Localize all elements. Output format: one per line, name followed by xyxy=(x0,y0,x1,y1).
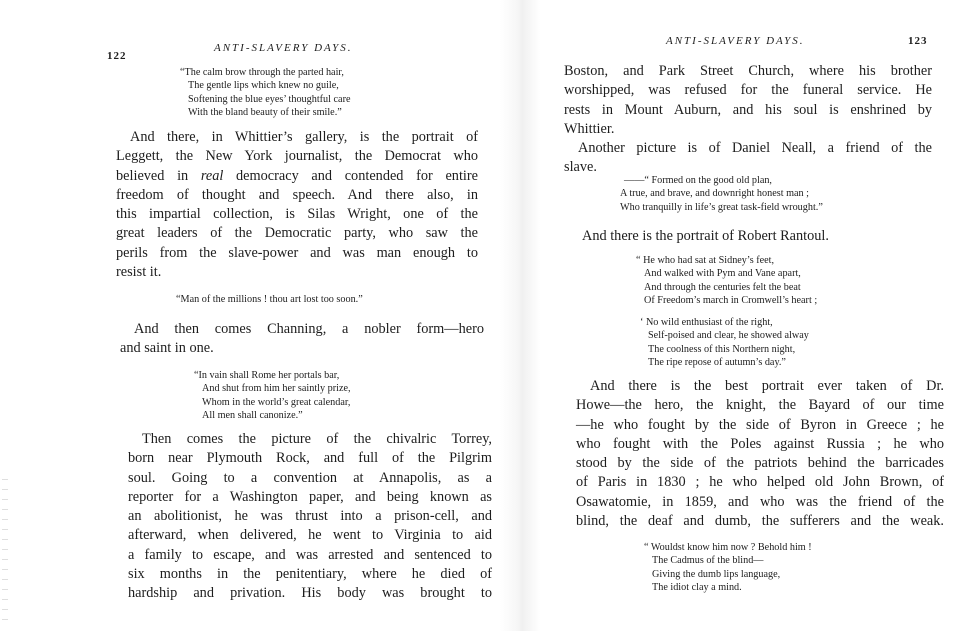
right-paragraph-3 xyxy=(582,227,922,246)
right-paragraph-1 xyxy=(564,62,932,139)
text-line: a family to escape, and was arrested and sentenced to xyxy=(128,546,492,563)
verse-line: And through the centuries felt the beat xyxy=(644,281,801,293)
verse-line: Giving the dumb lips language, xyxy=(652,568,781,580)
verse-line: The ripe repose of autumn’s day.” xyxy=(648,357,786,369)
verse-line: Softening the blue eyes’ thoughtful care xyxy=(188,93,351,105)
left-verse-2 xyxy=(176,293,363,306)
left-verse-1 xyxy=(180,66,350,120)
text-line: believed in real democracy and contended for entire xyxy=(116,167,478,184)
text-line: Whittier. xyxy=(564,120,615,137)
left-page-number: 122 xyxy=(107,50,127,62)
text-line: soul. Going to a convention at Annapolis, as a xyxy=(128,469,492,486)
right-running-head: ANTI-SLAVERY DAYS. xyxy=(666,35,805,47)
verse-line: “The calm brow through the parted hair, xyxy=(180,67,344,78)
verse-line: The coolness of this Northern night, xyxy=(648,343,796,355)
margin-scan-marks xyxy=(2,470,8,620)
right-verse-3 xyxy=(640,316,809,370)
verse-line: Of Freedom’s march in Cromwell’s heart ; xyxy=(644,295,818,307)
text-line: perils from the slave-power and was man enough to xyxy=(116,244,478,261)
text-line: resist it. xyxy=(116,264,162,281)
verse-line: And walked with Pym and Vane apart, xyxy=(644,268,801,280)
text-line: And there is the best portrait ever taken of Dr. xyxy=(590,378,944,394)
verse-line: “ He who had sat at Sidney’s feet, xyxy=(636,255,775,266)
text-line: worshipped, was refused for the funeral service. He xyxy=(564,82,932,99)
text-line: stood by the side of the patriots behind the barricades xyxy=(576,455,944,472)
verse-line: And shut from him her saintly prize, xyxy=(202,383,351,395)
right-paragraph-4 xyxy=(576,377,944,531)
book-gutter xyxy=(500,0,540,631)
left-running-head: ANTI-SLAVERY DAYS. xyxy=(214,42,353,54)
verse-line: “In vain shall Rome her portals bar, xyxy=(194,370,340,381)
left-verse-3 xyxy=(194,369,351,423)
verse-line: All men shall canonize.” xyxy=(202,410,303,422)
verse-line: With the bland beauty of their smile.” xyxy=(188,107,342,119)
left-paragraph-1 xyxy=(116,128,478,282)
text-line: freedom of thought and speech. And there also, in xyxy=(116,186,478,203)
verse-line: “ Wouldst know him now ? Behold him ! xyxy=(644,542,812,553)
text-line: And there, in Whittier’s gallery, is the portrait of xyxy=(130,129,478,145)
text-line: Boston, and Park Street Church, where his brother xyxy=(564,63,932,79)
text-line: slave. xyxy=(564,159,597,176)
text-line: who fought with the Poles against Russia ; he who xyxy=(576,435,944,452)
text-line: this impartial collection, is Silas Wright, one of the xyxy=(116,206,478,223)
text-line: born near Plymouth Rock, and full of the Pilgrim xyxy=(128,450,492,467)
verse-line: A true, and brave, and downright honest man ; xyxy=(620,188,809,200)
text-line: rests in Mount Auburn, and his soul is enshrined by xyxy=(564,101,932,118)
right-verse-4 xyxy=(644,541,812,595)
right-page-number: 123 xyxy=(908,35,928,47)
text-line: blind, the deaf and dumb, the sufferers and the weak. xyxy=(576,513,944,530)
text-line: And then comes Channing, a nobler form—hero xyxy=(134,321,484,337)
text-line: reporter for a Washington paper, and being known as xyxy=(128,488,492,505)
text-line: of Paris in 1830 ; he who helped old John Brown, of xyxy=(576,474,944,491)
text-line: hardship and privation. His body was brought to xyxy=(128,585,492,602)
text-line: Another picture is of Daniel Neall, a friend of the xyxy=(578,140,932,156)
verse-line: ——“ Formed on the good old plan, xyxy=(624,175,772,186)
verse-line: Whom in the world’s great calendar, xyxy=(202,396,351,408)
verse-line: The gentle lips which knew no guile, xyxy=(188,80,339,92)
left-paragraph-2 xyxy=(120,320,484,359)
text-line: Osawatomie, in 1859, and who was the friend of the xyxy=(576,493,944,510)
text-line: and saint in one. xyxy=(120,340,214,357)
text-line: —he who fought by the side of Byron in Greece ; he xyxy=(576,416,944,433)
verse-line: “Man of the millions ! thou art lost too soon.” xyxy=(176,294,363,305)
right-page xyxy=(540,0,980,631)
text-line: Howe—the hero, the knight, the Bayard of our time xyxy=(576,397,944,414)
text-line: six months in the penitentiary, where he died of xyxy=(128,566,492,583)
verse-line: Who tranquilly in life’s great task-field wrought.” xyxy=(620,201,823,213)
text-line: Leggett, the New York journalist, the Democrat who xyxy=(116,148,478,165)
text-line: Then comes the picture of the chivalric Torrey, xyxy=(142,431,492,447)
verse-line: ‘ No wild enthusiast of the right, xyxy=(640,317,773,328)
text-line: And there is the portrait of Robert Rantoul. xyxy=(582,228,829,244)
right-verse-2 xyxy=(636,254,817,308)
verse-line: The idiot clay a mind. xyxy=(652,582,742,594)
right-paragraph-2 xyxy=(564,139,932,178)
right-verse-1 xyxy=(620,174,823,214)
left-paragraph-3 xyxy=(128,430,492,604)
emphasis-real: real xyxy=(200,167,224,184)
verse-line: The Cadmus of the blind— xyxy=(652,555,764,567)
text-line: afterward, when delivered, he went to Virginia to aid xyxy=(128,527,492,544)
text-line: an abolitionist, he was thrust into a prison-cell, and xyxy=(128,508,492,525)
text-line: great leaders of the Democratic party, who saw the xyxy=(116,225,478,242)
verse-line: Self-poised and clear, he showed alway xyxy=(648,330,809,342)
